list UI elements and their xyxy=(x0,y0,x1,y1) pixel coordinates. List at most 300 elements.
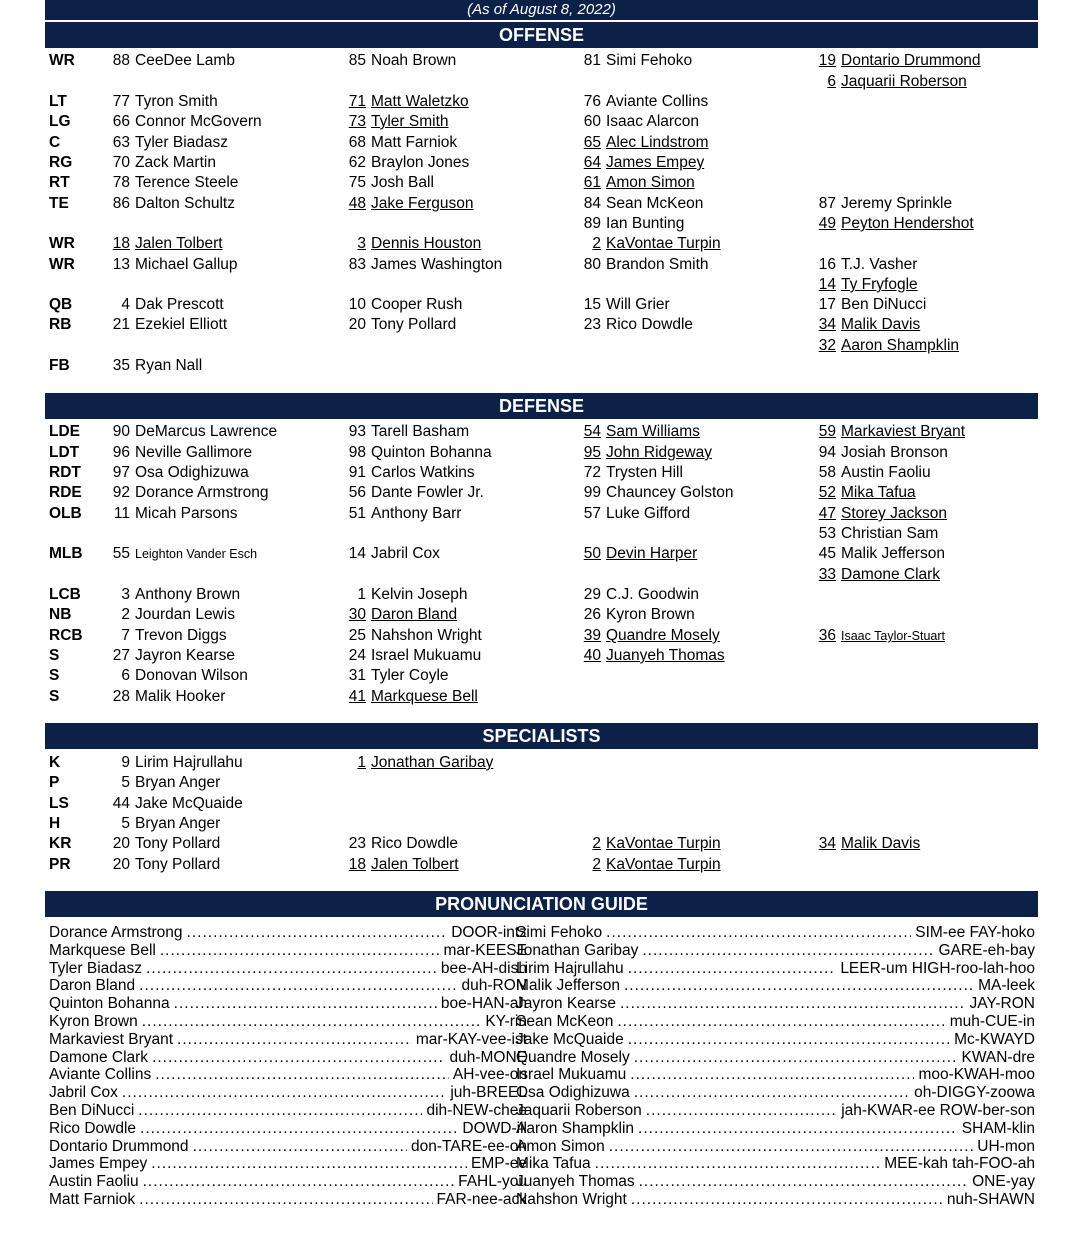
player-entry xyxy=(336,666,449,686)
position-label: WR xyxy=(49,52,75,69)
pronunciation-entry xyxy=(49,1102,527,1120)
player-entry xyxy=(100,834,220,854)
jersey-number: 47 xyxy=(818,505,836,522)
pronunciation-entry xyxy=(516,977,1035,995)
position-label: C xyxy=(49,134,61,151)
player-name: Isaac Taylor-Stuart xyxy=(841,629,945,643)
pronunciation-entry xyxy=(49,942,527,960)
dot-leader xyxy=(639,1173,969,1191)
depth-row xyxy=(0,834,1080,854)
jersey-number: 85 xyxy=(348,52,366,69)
pron-name: Nahshon Wright xyxy=(516,1191,627,1208)
player-entry xyxy=(100,234,223,254)
jersey-number: 18 xyxy=(112,235,130,252)
player-entry xyxy=(806,72,967,92)
player-entry xyxy=(336,315,456,335)
player-name: Josiah Bronson xyxy=(841,444,948,461)
dot-leader xyxy=(620,995,966,1013)
pronunciation-entry xyxy=(49,1191,527,1209)
player-entry xyxy=(571,443,712,463)
dot-leader xyxy=(152,1049,445,1067)
player-name: Jabril Cox xyxy=(371,545,440,562)
player-name: Ian Bunting xyxy=(606,215,685,232)
player-name: Dontario Drummond xyxy=(841,52,981,69)
jersey-number: 90 xyxy=(112,423,130,440)
position-label: KR xyxy=(49,835,72,852)
player-entry xyxy=(336,483,484,503)
player-name: Cooper Rush xyxy=(371,296,463,313)
pron-name: Lirim Hajrullahu xyxy=(516,959,624,977)
player-name: Sam Williams xyxy=(606,423,700,440)
jersey-number: 14 xyxy=(348,545,366,562)
player-name: Jayron Kearse xyxy=(135,647,235,664)
player-name: Josh Ball xyxy=(371,174,434,191)
player-entry xyxy=(571,173,695,193)
jersey-number: 55 xyxy=(112,545,130,562)
dot-leader xyxy=(155,1066,449,1084)
depth-row xyxy=(0,463,1080,483)
player-name: Rico Dowdle xyxy=(606,316,694,333)
jersey-number: 72 xyxy=(583,464,601,481)
player-name: Will Grier xyxy=(606,296,670,313)
player-name: Anthony Brown xyxy=(135,586,241,603)
player-name: Jeremy Sprinkle xyxy=(841,195,953,212)
jersey-number: 86 xyxy=(112,195,130,212)
jersey-number: 68 xyxy=(348,134,366,151)
player-entry xyxy=(336,133,457,153)
pron-name: Daron Bland xyxy=(49,977,136,995)
player-entry xyxy=(336,504,461,524)
player-entry xyxy=(571,463,683,483)
player-name: KaVontae Turpin xyxy=(606,856,721,873)
player-name: T.J. Vasher xyxy=(841,256,918,273)
pronunciation-entry xyxy=(516,1084,1035,1102)
player-name: Dorance Armstrong xyxy=(135,484,269,501)
player-name: CeeDee Lamb xyxy=(135,52,235,69)
jersey-number: 4 xyxy=(121,296,130,313)
player-entry xyxy=(806,275,918,295)
jersey-number: 1 xyxy=(357,754,366,771)
player-name: Jaquarii Roberson xyxy=(841,73,967,90)
position-label: RG xyxy=(49,154,73,171)
dot-leader xyxy=(628,1031,950,1049)
player-name: James Empey xyxy=(606,154,705,171)
player-name: Carlos Watkins xyxy=(371,464,475,481)
position-label: WR xyxy=(49,256,75,273)
player-name: Dalton Schultz xyxy=(135,195,235,212)
pron-name: Mika Tafua xyxy=(516,1155,591,1173)
offense-header: OFFENSE xyxy=(45,22,1038,48)
pron-sound: DOOR-intz xyxy=(451,924,527,941)
pron-name: Jayron Kearse xyxy=(516,995,616,1013)
jersey-number: 41 xyxy=(348,688,366,705)
jersey-number: 73 xyxy=(348,113,366,130)
depth-row xyxy=(0,814,1080,834)
jersey-number: 28 xyxy=(112,688,130,705)
jersey-number: 97 xyxy=(112,464,130,481)
dot-leader xyxy=(631,1191,943,1209)
pron-name: Aaron Shampklin xyxy=(516,1119,635,1137)
position-label: S xyxy=(49,667,60,684)
player-name: Zack Martin xyxy=(135,154,216,171)
dot-leader xyxy=(142,1013,482,1031)
pronunciation-entry xyxy=(516,1049,1035,1067)
jersey-number: 52 xyxy=(818,484,836,501)
pron-sound: Mc-KWAYD xyxy=(954,1030,1035,1048)
pron-sound: GARE-eh-bay xyxy=(938,941,1035,959)
jersey-number: 34 xyxy=(818,835,836,852)
dot-leader xyxy=(193,1138,407,1156)
pronunciation-entry xyxy=(516,924,1035,942)
position-label: RB xyxy=(49,316,72,333)
player-name: Damone Clark xyxy=(841,566,941,583)
depth-row xyxy=(0,753,1080,773)
player-name: Sean McKeon xyxy=(606,195,704,212)
player-name: Braylon Jones xyxy=(371,154,470,171)
player-name: Bryan Anger xyxy=(135,774,221,791)
player-entry xyxy=(100,666,248,686)
pron-name: Rico Dowdle xyxy=(49,1119,137,1137)
player-name: Neville Gallimore xyxy=(135,444,253,461)
player-name: Jake Ferguson xyxy=(371,195,474,212)
defense-header: DEFENSE xyxy=(45,393,1038,419)
player-name: John Ridgeway xyxy=(606,444,712,461)
player-entry xyxy=(336,646,481,666)
player-name: Brandon Smith xyxy=(606,256,709,273)
player-entry xyxy=(336,422,469,442)
pronunciation-entry xyxy=(516,1191,1035,1209)
player-entry xyxy=(336,585,468,605)
player-name: KaVontae Turpin xyxy=(606,835,721,852)
pron-sound: nuh-SHAWN xyxy=(946,1191,1035,1208)
player-name: Kelvin Joseph xyxy=(371,586,468,603)
player-name: Anthony Barr xyxy=(371,505,462,522)
dot-leader xyxy=(628,960,837,978)
depth-row xyxy=(0,794,1080,814)
player-entry xyxy=(100,295,224,315)
jersey-number: 6 xyxy=(121,667,130,684)
jersey-number: 44 xyxy=(112,795,130,812)
position-label: K xyxy=(49,754,61,771)
player-name: Aaron Shampklin xyxy=(841,337,960,354)
player-entry xyxy=(100,504,238,524)
depth-row xyxy=(0,443,1080,463)
pronunciation-entry xyxy=(516,1120,1035,1138)
pronunciation-entry xyxy=(516,995,1035,1013)
position-label: MLB xyxy=(49,545,83,562)
player-entry xyxy=(571,855,721,875)
player-entry xyxy=(571,112,699,132)
player-name: Peyton Hendershot xyxy=(841,215,974,232)
jersey-number: 20 xyxy=(348,316,366,333)
dot-leader xyxy=(630,1066,914,1084)
position-label: FB xyxy=(49,357,70,374)
player-entry xyxy=(806,295,926,315)
pron-sound: ONE-yay xyxy=(972,1173,1035,1191)
pron-sound: KWAN-dre xyxy=(961,1048,1035,1066)
jersey-number: 96 xyxy=(112,444,130,461)
player-name: Tyler Smith xyxy=(371,113,449,130)
position-label: OLB xyxy=(49,505,82,522)
jersey-number: 57 xyxy=(583,505,601,522)
player-name: Tyler Coyle xyxy=(371,667,449,684)
pronunciation-entry xyxy=(49,1049,527,1067)
player-name: Matt Farniok xyxy=(371,134,458,151)
jersey-number: 3 xyxy=(121,586,130,603)
pronunciation-entry xyxy=(516,1013,1035,1031)
jersey-number: 35 xyxy=(112,357,130,374)
jersey-number: 83 xyxy=(348,256,366,273)
jersey-number: 78 xyxy=(112,174,130,191)
player-name: Matt Waletzko xyxy=(371,93,469,110)
pron-name: Osa Odighizuwa xyxy=(516,1084,630,1102)
player-entry xyxy=(571,295,670,315)
player-entry xyxy=(571,585,699,605)
dot-leader xyxy=(595,1155,881,1173)
depth-row xyxy=(0,275,1080,295)
player-name: Bryan Anger xyxy=(135,815,221,832)
pronunciation-entry xyxy=(49,977,527,995)
pronunciation-entry xyxy=(516,942,1035,960)
pron-sound: FAR-nee-ack xyxy=(436,1191,527,1208)
pron-name: Tyler Biadasz xyxy=(49,959,143,977)
player-name: Amon Simon xyxy=(606,174,695,191)
player-entry xyxy=(100,153,216,173)
jersey-number: 31 xyxy=(348,667,366,684)
player-entry xyxy=(336,173,434,193)
position-label: LCB xyxy=(49,586,81,603)
pron-name: Jabril Cox xyxy=(49,1084,118,1102)
player-entry xyxy=(100,646,235,666)
player-entry xyxy=(806,524,938,544)
player-entry xyxy=(100,133,228,153)
player-entry xyxy=(571,605,695,625)
jersey-number: 64 xyxy=(583,154,601,171)
player-entry xyxy=(571,133,709,153)
pron-name: Kyron Brown xyxy=(49,1013,138,1030)
player-entry xyxy=(336,626,482,646)
jersey-number: 61 xyxy=(583,174,601,191)
depth-row xyxy=(0,585,1080,605)
depth-row xyxy=(0,92,1080,112)
dot-leader xyxy=(638,1120,958,1138)
pron-name: Juanyeh Thomas xyxy=(516,1173,635,1191)
jersey-number: 94 xyxy=(818,444,836,461)
pron-sound: mar-KAY-vee-ist xyxy=(415,1030,527,1048)
jersey-number: 9 xyxy=(121,754,130,771)
player-entry xyxy=(336,92,469,112)
player-entry xyxy=(571,422,700,442)
pron-sound: duh-MONE xyxy=(449,1048,527,1066)
position-label: NB xyxy=(49,606,72,623)
jersey-number: 84 xyxy=(583,195,601,212)
jersey-number: 99 xyxy=(583,484,601,501)
pron-name: Jonathan Garibay xyxy=(516,941,639,959)
jersey-number: 39 xyxy=(583,627,601,644)
player-name: Nahshon Wright xyxy=(371,627,482,644)
player-entry xyxy=(806,315,920,335)
player-name: Devin Harper xyxy=(606,545,698,562)
player-entry xyxy=(100,51,235,71)
position-label: QB xyxy=(49,296,73,313)
jersey-number: 25 xyxy=(348,627,366,644)
jersey-number: 18 xyxy=(348,856,366,873)
player-entry xyxy=(100,194,235,214)
dot-leader xyxy=(177,1031,412,1049)
player-name: Kyron Brown xyxy=(606,606,695,623)
player-entry xyxy=(571,92,708,112)
player-entry xyxy=(336,234,481,254)
jersey-number: 20 xyxy=(112,856,130,873)
position-label: LS xyxy=(49,795,69,812)
player-name: Quandre Mosely xyxy=(606,627,720,644)
position-label: H xyxy=(49,815,61,832)
jersey-number: 77 xyxy=(112,93,130,110)
jersey-number: 3 xyxy=(357,235,366,252)
position-label: RT xyxy=(49,174,70,191)
specialists-header: SPECIALISTS xyxy=(45,723,1038,749)
dot-leader xyxy=(609,1138,974,1156)
depth-row xyxy=(0,773,1080,793)
jersey-number: 16 xyxy=(818,256,836,273)
player-name: Alec Lindstrom xyxy=(606,134,709,151)
player-name: Leighton Vander Esch xyxy=(135,547,258,561)
player-entry xyxy=(571,504,690,524)
pronunciation-entry xyxy=(516,1173,1035,1191)
jersey-number: 87 xyxy=(818,195,836,212)
player-entry xyxy=(100,585,240,605)
pronunciation-entry xyxy=(49,960,527,978)
pron-sound: AH-vee-on xyxy=(452,1066,527,1084)
depth-row xyxy=(0,524,1080,544)
player-entry xyxy=(806,51,981,71)
jersey-number: 50 xyxy=(583,545,601,562)
depth-row xyxy=(0,336,1080,356)
dot-leader xyxy=(139,977,457,995)
player-entry xyxy=(806,443,948,463)
jersey-number: 63 xyxy=(112,134,130,151)
pron-sound: oh-DIGGY-zoowa xyxy=(914,1084,1035,1102)
jersey-number: 81 xyxy=(583,52,601,69)
player-entry xyxy=(100,794,243,814)
jersey-number: 24 xyxy=(348,647,366,664)
depth-row xyxy=(0,214,1080,234)
player-entry xyxy=(571,194,703,214)
player-name: Dak Prescott xyxy=(135,296,224,313)
player-entry xyxy=(571,234,721,254)
player-entry xyxy=(571,544,697,564)
player-entry xyxy=(336,544,440,564)
player-name: Michael Gallup xyxy=(135,256,238,273)
player-name: Aviante Collins xyxy=(606,93,709,110)
player-name: Ezekiel Elliott xyxy=(135,316,228,333)
pronunciation-header: PRONUNCIATION GUIDE xyxy=(45,891,1038,917)
jersey-number: 32 xyxy=(818,337,836,354)
pron-sound: SIM-ee FAY-hoko xyxy=(915,924,1035,941)
player-entry xyxy=(571,214,684,234)
player-entry xyxy=(806,544,945,564)
pronunciation-entry xyxy=(49,1120,527,1138)
player-entry xyxy=(336,687,478,707)
player-entry xyxy=(336,153,469,173)
pron-name: Matt Farniok xyxy=(49,1191,136,1208)
player-name: Markaviest Bryant xyxy=(841,423,966,440)
dot-leader xyxy=(143,1173,454,1191)
depth-row xyxy=(0,173,1080,193)
player-name: Isaac Alarcon xyxy=(606,113,700,130)
player-entry xyxy=(100,315,227,335)
player-name: Ben DiNucci xyxy=(841,296,927,313)
player-entry xyxy=(571,646,725,666)
jersey-number: 23 xyxy=(348,835,366,852)
jersey-number: 65 xyxy=(583,134,601,151)
jersey-number: 14 xyxy=(818,276,836,293)
player-entry xyxy=(571,153,704,173)
jersey-number: 2 xyxy=(592,235,601,252)
player-entry xyxy=(806,483,916,503)
player-name: KaVontae Turpin xyxy=(606,235,721,252)
player-entry xyxy=(336,753,493,773)
depth-row xyxy=(0,112,1080,132)
pronunciation-entry xyxy=(49,1173,527,1191)
dot-leader xyxy=(624,977,974,995)
player-entry xyxy=(100,173,238,193)
jersey-number: 27 xyxy=(112,647,130,664)
jersey-number: 80 xyxy=(583,256,601,273)
dot-leader xyxy=(187,924,448,942)
pronunciation-entry xyxy=(516,1066,1035,1084)
player-entry xyxy=(100,422,277,442)
pron-sound: JAY-RON xyxy=(969,995,1035,1013)
player-name: Lirim Hajrullahu xyxy=(135,754,243,771)
player-entry xyxy=(806,626,945,646)
dot-leader xyxy=(139,1191,432,1209)
pron-name: Damone Clark xyxy=(49,1048,149,1066)
player-entry xyxy=(806,336,959,356)
jersey-number: 10 xyxy=(348,296,366,313)
jersey-number: 34 xyxy=(818,316,836,333)
player-entry xyxy=(571,483,734,503)
jersey-number: 59 xyxy=(818,423,836,440)
depth-row xyxy=(0,255,1080,275)
player-entry xyxy=(571,834,721,854)
jersey-number: 2 xyxy=(121,606,130,623)
pron-name: Dontario Drummond xyxy=(49,1137,189,1155)
jersey-number: 23 xyxy=(583,316,601,333)
player-entry xyxy=(100,483,269,503)
jersey-number: 40 xyxy=(583,647,601,664)
dot-leader xyxy=(151,1155,467,1173)
pron-sound: DOWD-ill xyxy=(462,1119,527,1137)
player-entry xyxy=(571,626,720,646)
date-banner: (As of August 8, 2022) xyxy=(45,0,1038,20)
player-entry xyxy=(336,194,474,214)
position-label: P xyxy=(49,774,60,791)
depth-row xyxy=(0,666,1080,686)
depth-row xyxy=(0,855,1080,875)
dot-leader xyxy=(140,1120,458,1138)
dot-leader xyxy=(138,1102,422,1120)
pron-sound: EMP-ee xyxy=(471,1155,527,1173)
player-name: Quinton Bohanna xyxy=(371,444,492,461)
depth-row xyxy=(0,483,1080,503)
player-entry xyxy=(100,687,225,707)
jersey-number: 54 xyxy=(583,423,601,440)
player-name: Micah Parsons xyxy=(135,505,238,522)
position-label: RDE xyxy=(49,484,82,501)
player-name: Mika Tafua xyxy=(841,484,916,501)
player-name: Rico Dowdle xyxy=(371,835,459,852)
